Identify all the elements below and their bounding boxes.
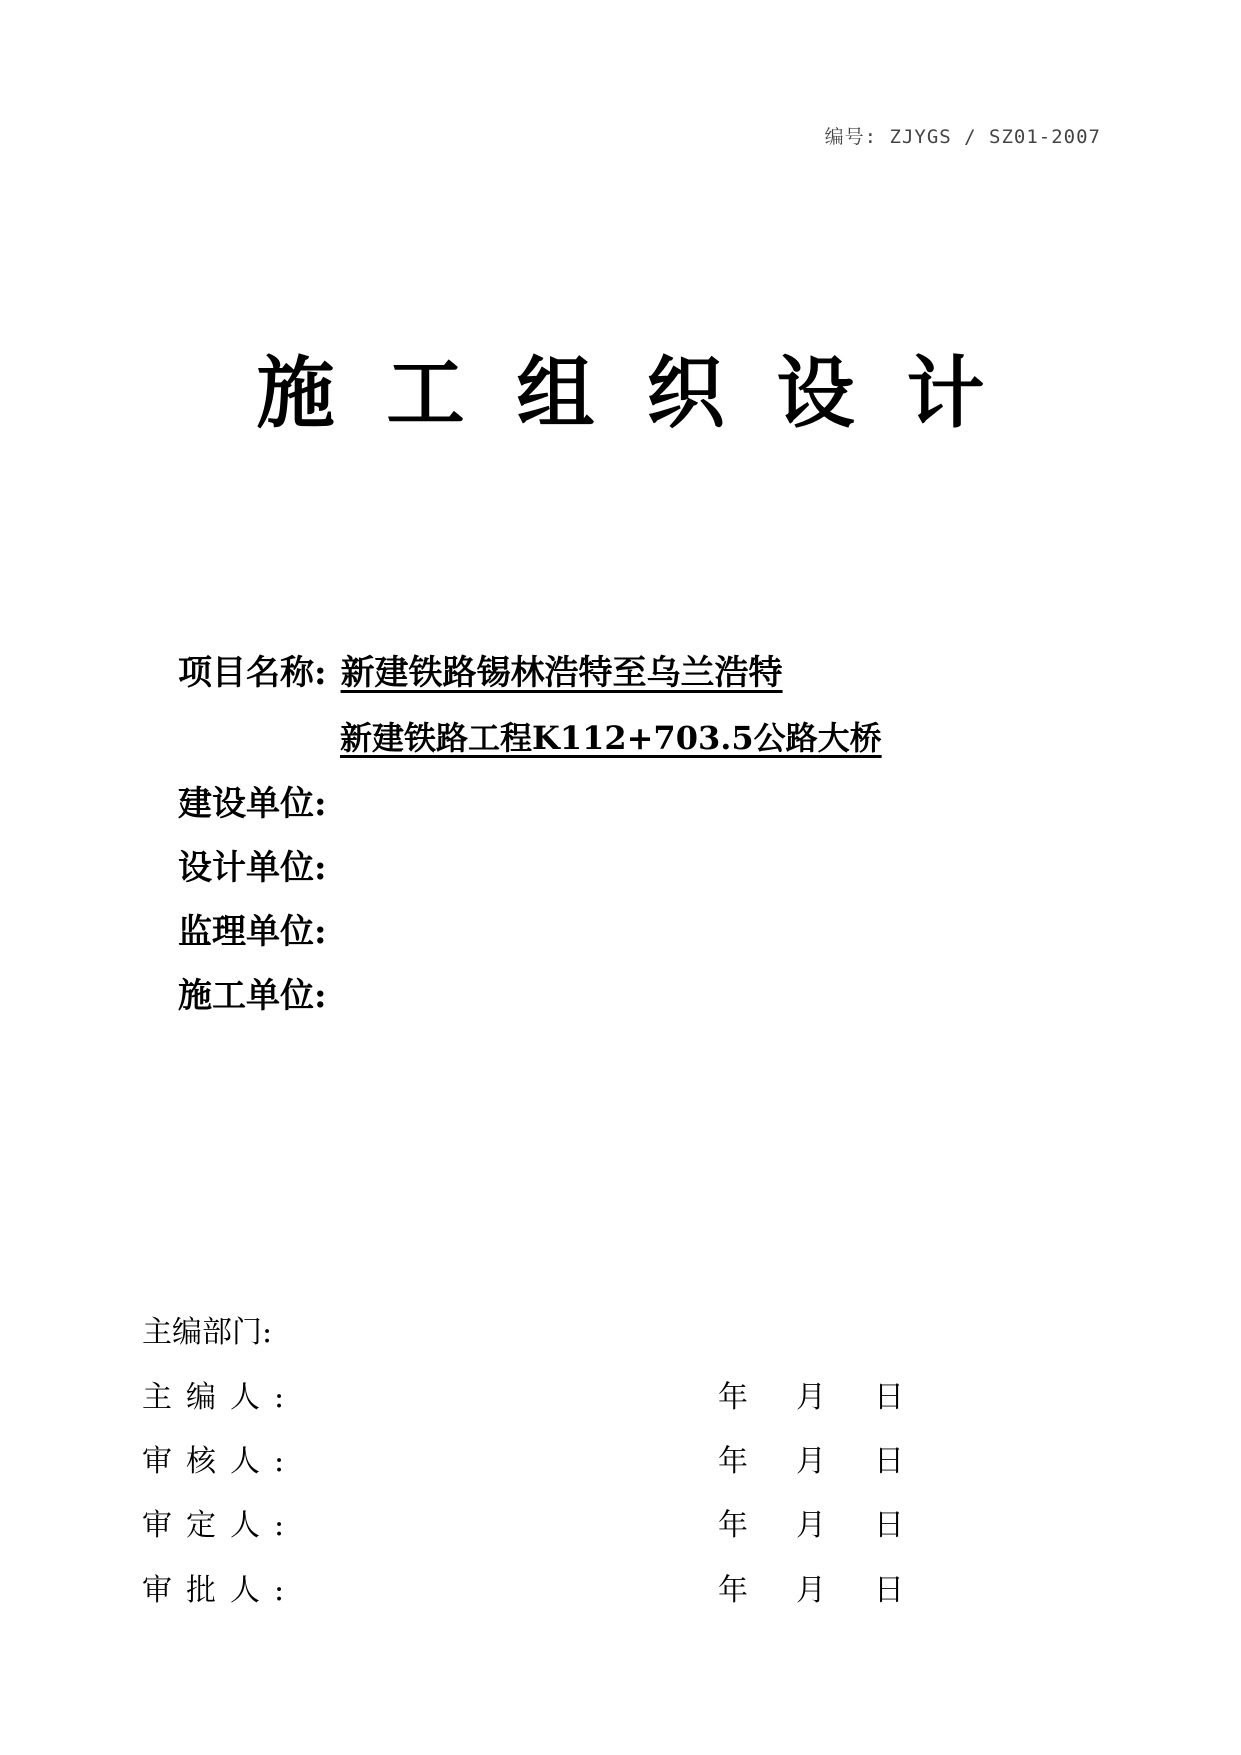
project-name-field (178, 653, 783, 693)
date-day: 日 (874, 1508, 904, 1543)
contractor-unit-field (178, 976, 327, 1016)
date-year: 年 (718, 1380, 748, 1415)
contractor-unit-label: 施工单位: (178, 976, 327, 1016)
project-name-label: 项目名称: (178, 653, 327, 693)
supervision-unit-label: 监理单位: (178, 912, 327, 952)
finalizer-date (718, 1508, 914, 1543)
approver-date (718, 1573, 914, 1608)
editor-label: 主编人: (142, 1380, 299, 1415)
date-year: 年 (718, 1508, 748, 1543)
construction-unit-label: 建设单位: (178, 784, 327, 824)
date-month: 月 (796, 1573, 826, 1608)
design-unit-field (178, 848, 327, 888)
date-month: 月 (796, 1508, 826, 1543)
document-number: 编号: ZJYGS / SZ01-2007 (824, 126, 1101, 148)
date-day: 日 (874, 1444, 904, 1479)
project-name-line2: 新建铁路工程K112+703.5公路大桥 (340, 719, 882, 757)
date-month: 月 (796, 1380, 826, 1415)
finalizer-label: 审定人: (142, 1508, 299, 1543)
reviewer-date (718, 1444, 914, 1479)
page-title: 施工组织设计 (256, 348, 1037, 439)
reviewer-label: 审核人: (142, 1444, 299, 1479)
supervision-unit-field (178, 912, 327, 952)
signoff-row-reviewer (142, 1444, 299, 1479)
date-day: 日 (874, 1573, 904, 1608)
project-name-line1: 新建铁路锡林浩特至乌兰浩特 (340, 653, 783, 693)
date-year: 年 (718, 1444, 748, 1479)
editor-date (718, 1380, 914, 1415)
signoff-row-finalizer (142, 1508, 299, 1543)
signoff-row-editor (142, 1380, 299, 1415)
editing-department-label: 主编部门: (142, 1315, 273, 1350)
date-day: 日 (874, 1380, 904, 1415)
construction-unit-field (178, 784, 327, 824)
signoff-row-approver (142, 1573, 299, 1608)
design-unit-label: 设计单位: (178, 848, 327, 888)
editing-department-row (142, 1315, 273, 1350)
date-year: 年 (718, 1573, 748, 1608)
approver-label: 审批人: (142, 1573, 299, 1608)
date-month: 月 (796, 1444, 826, 1479)
